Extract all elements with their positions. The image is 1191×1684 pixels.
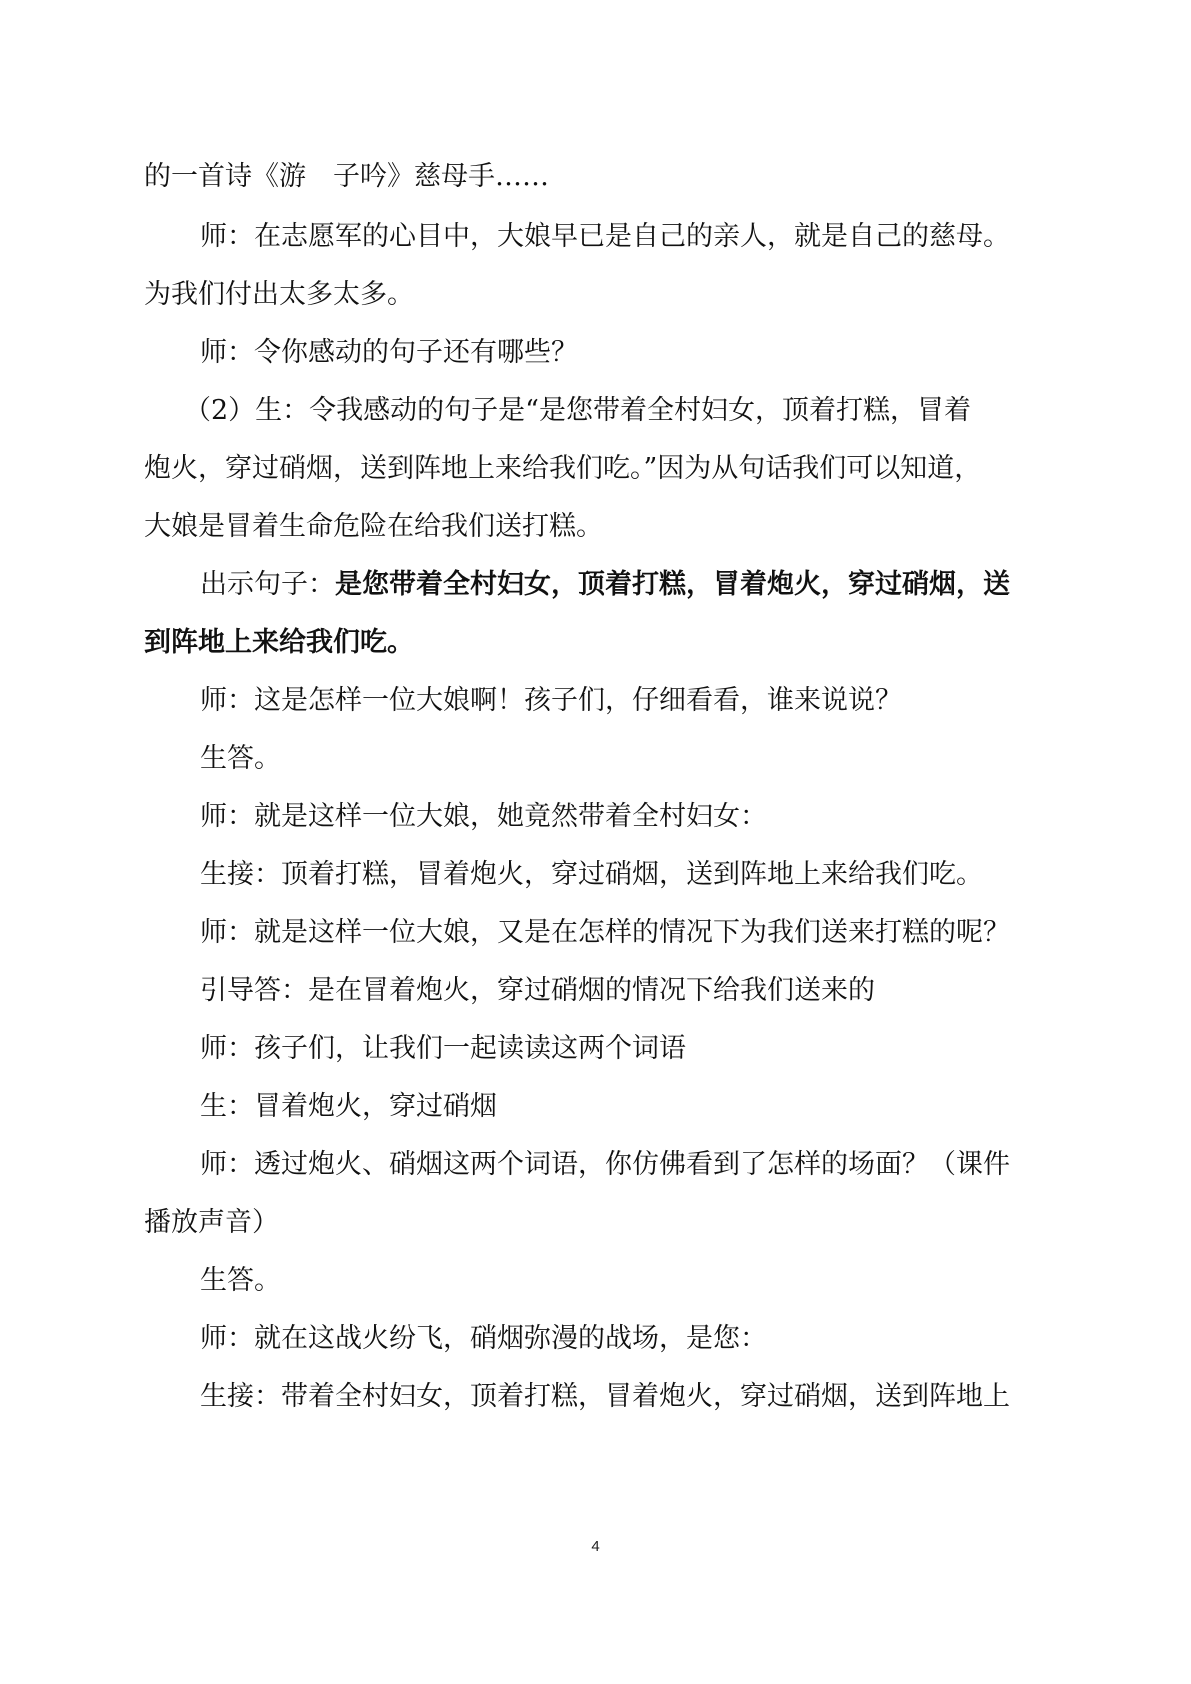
- paragraph-line: 师：令你感动的句子还有哪些？: [200, 337, 578, 368]
- quote-line: [200, 568, 1010, 602]
- paragraph-line: 师：孩子们，让我们一起读读这两个词语: [200, 1033, 686, 1064]
- paragraph-line: 师：在志愿军的心目中，大娘早已是自己的亲人，就是自己的慈母。: [200, 221, 1010, 252]
- paragraph-line: 播放声音）: [144, 1207, 279, 1238]
- paragraph-line: （2）生：令我感动的句子是“是您带着全村妇女，顶着打糕，冒着: [184, 395, 971, 426]
- paragraph-line: 生接：顶着打糕，冒着炮火，穿过硝烟，送到阵地上来给我们吃。: [200, 859, 983, 890]
- paragraph-line: 师：就在这战火纷飞，硝烟弥漫的战场，是您：: [200, 1323, 767, 1354]
- paragraph-line: 引导答：是在冒着炮火，穿过硝烟的情况下给我们送来的: [200, 975, 875, 1006]
- paragraph-line: 生答。: [200, 1265, 281, 1296]
- paragraph-line: 为我们付出太多太多。: [144, 279, 414, 310]
- paragraph-line: 师：这是怎样一位大娘啊！孩子们，仔细看看，谁来说说？: [200, 685, 902, 716]
- paragraph-line: 师：就是这样一位大娘，又是在怎样的情况下为我们送来打糕的呢？: [200, 917, 1010, 948]
- paragraph-line: 炮火，穿过硝烟，送到阵地上来给我们吃。”因为从句话我们可以知道，: [144, 453, 982, 484]
- quoted-sentence-continued: 到阵地上来给我们吃。: [144, 627, 414, 658]
- paragraph-line: 师：透过炮火、硝烟这两个词语，你仿佛看到了怎样的场面？（课件: [200, 1149, 1010, 1180]
- paragraph-line: 生答。: [200, 743, 281, 774]
- paragraph-line: 生：冒着炮火，穿过硝烟: [200, 1091, 497, 1122]
- page-number: 4: [591, 1538, 600, 1555]
- paragraph-line: 师：就是这样一位大娘，她竟然带着全村妇女：: [200, 801, 767, 832]
- quote-prefix: 出示句子：: [200, 569, 335, 600]
- paragraph-line: 大娘是冒着生命危险在给我们送打糕。: [144, 511, 603, 542]
- paragraph-line: 的一首诗《游 子吟》慈母手……: [144, 161, 549, 192]
- paragraph-line: 生接：带着全村妇女，顶着打糕，冒着炮火，穿过硝烟，送到阵地上: [200, 1381, 1010, 1412]
- quoted-sentence: 是您带着全村妇女，顶着打糕，冒着炮火，穿过硝烟，送: [335, 569, 1010, 600]
